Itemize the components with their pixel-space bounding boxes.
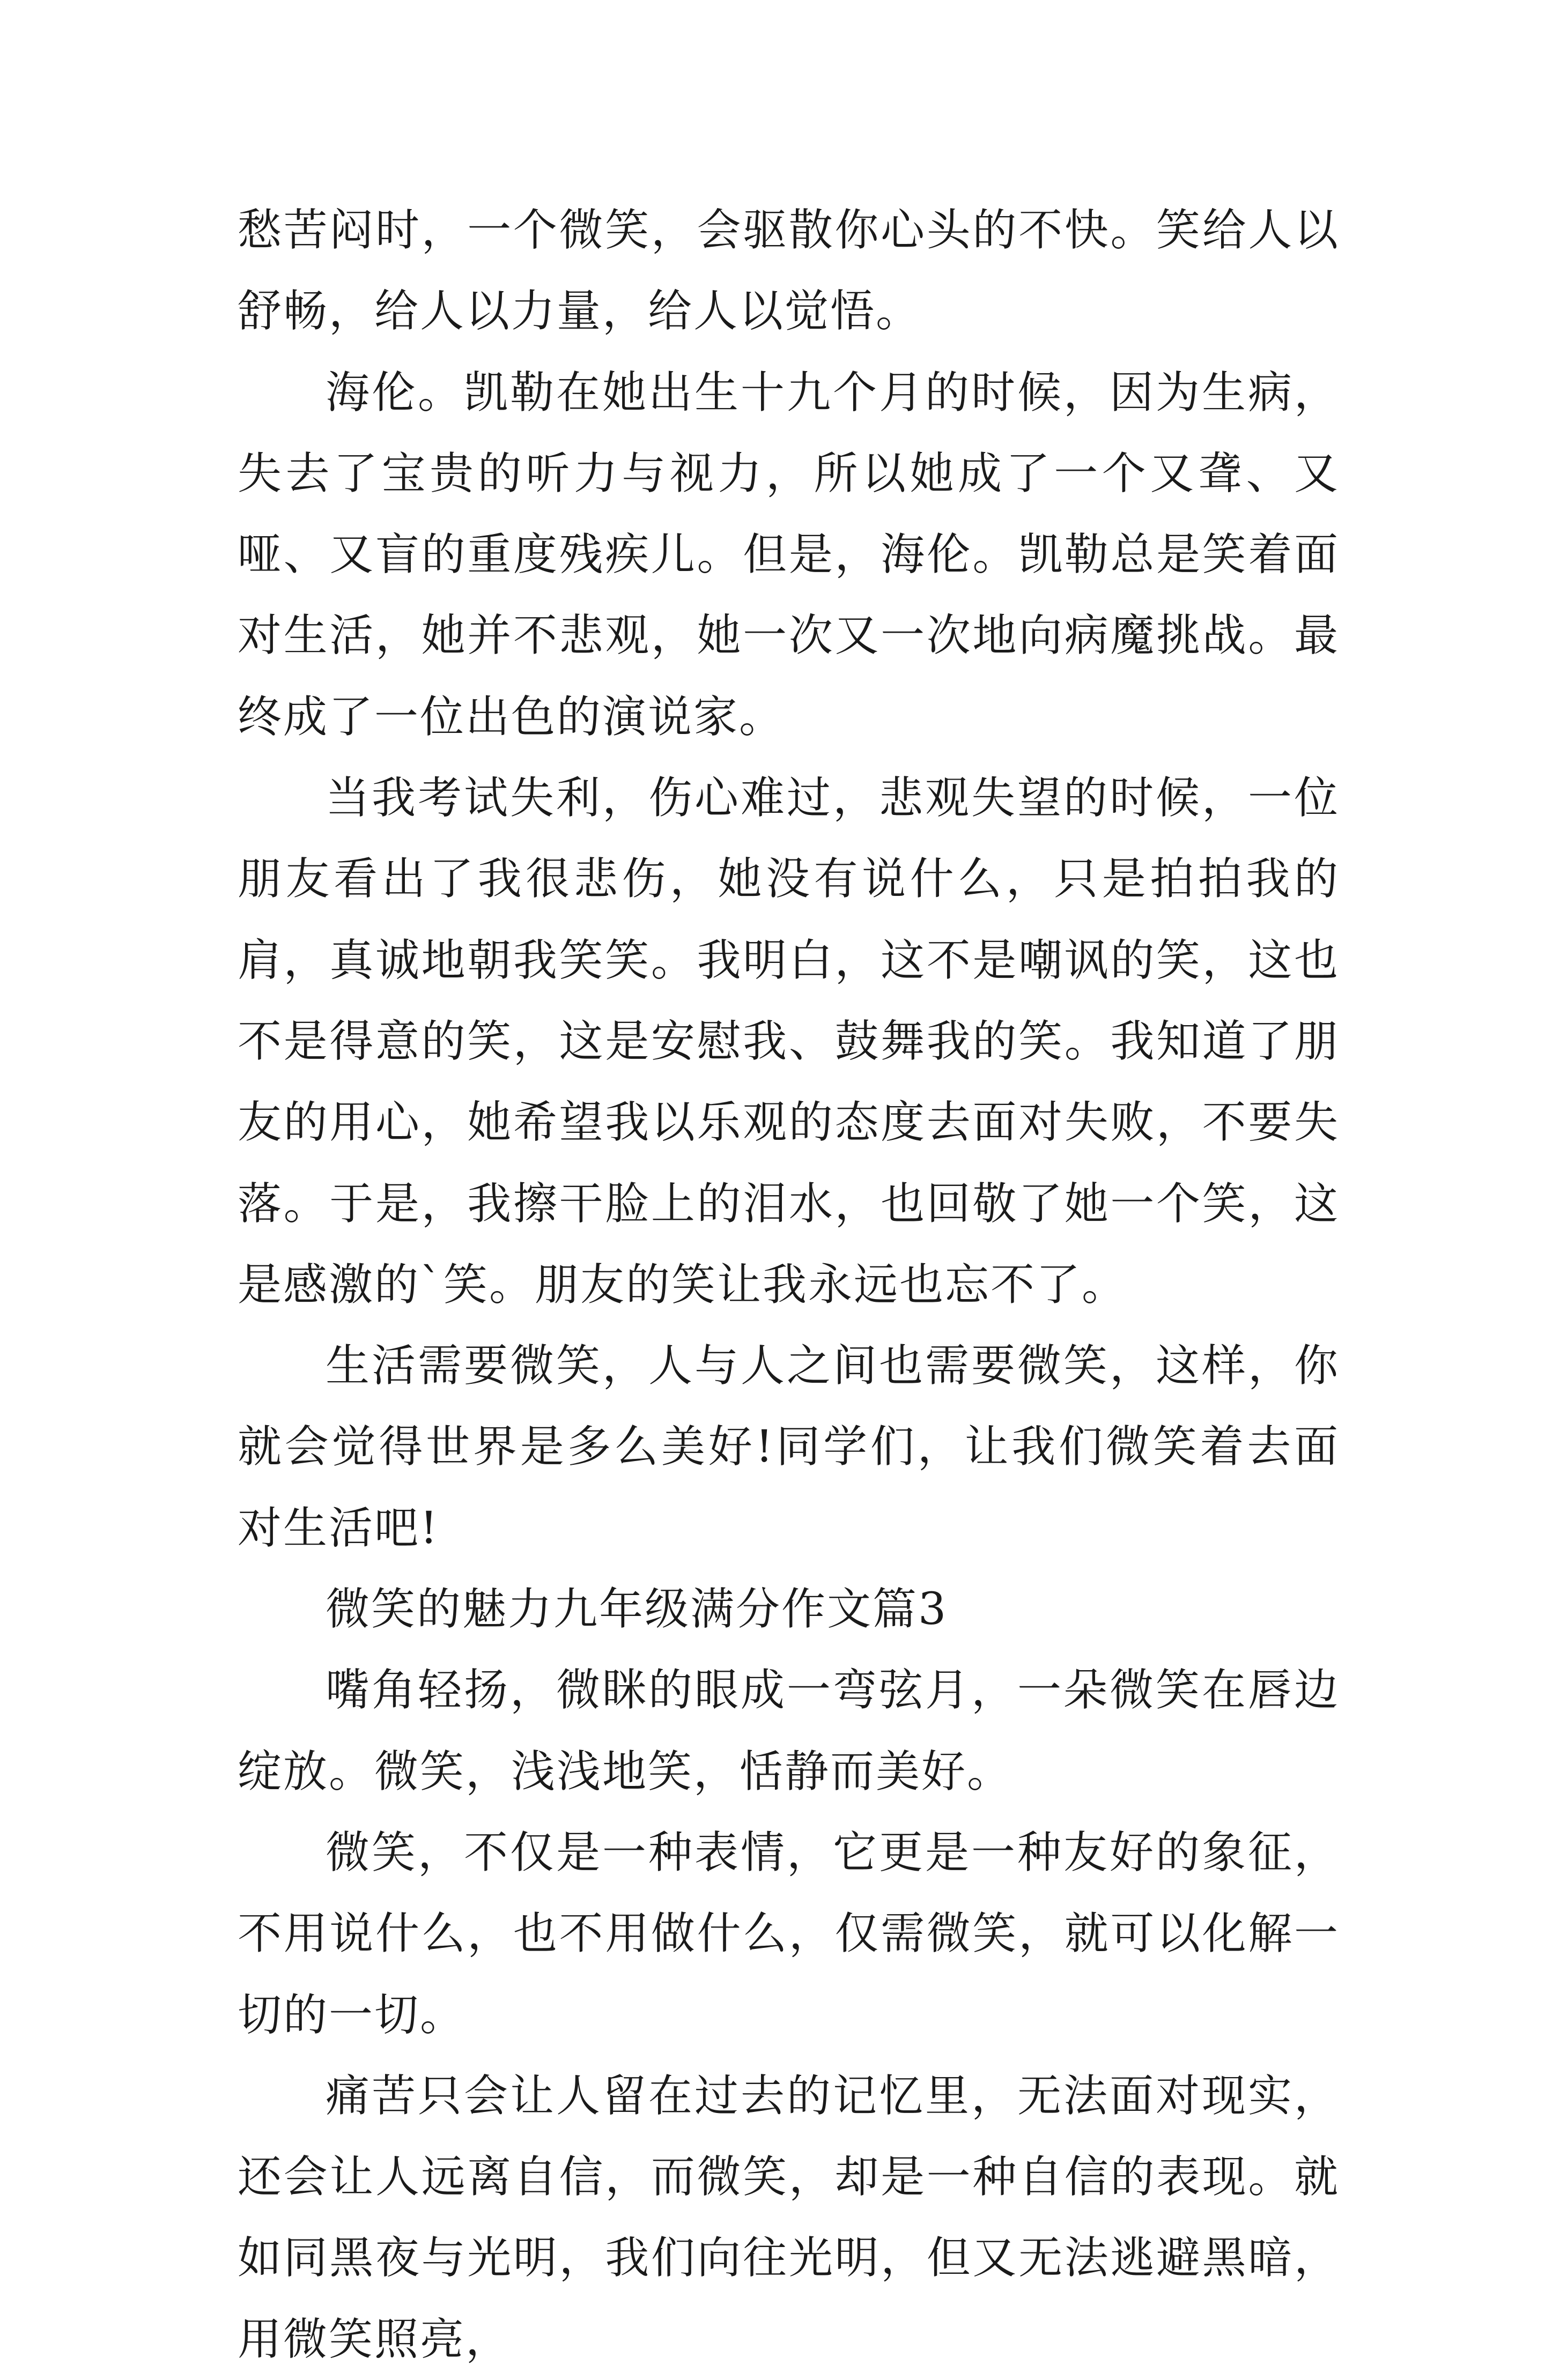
- paragraph-6: 微笑，不仅是一种表情，它更是一种友好的象征，不用说什么，也不用做什么，仅需微笑，就可以化解一切的一切。: [238, 1827, 1340, 2041]
- paragraph-5: 嘴角轻扬，微眯的眼成一弯弦月，一朵微笑在唇边绽放。微笑，浅浅地笑，恬静而美好。: [238, 1665, 1340, 1797]
- paragraph-4: 生活需要微笑，人与人之间也需要微笑，这样，你就会觉得世界是多么美好!同学们，让我们微笑着去面对生活吧!: [238, 1340, 1340, 1554]
- paragraph-3: 当我考试失利，伤心难过，悲观失望的时候，一位朋友看出了我很悲伤，她没有说什么，只是拍拍我的肩，真诚地朝我笑笑。我明白，这不是嘲讽的笑，这也不是得意的笑，这是安慰我、鼓舞我的笑。我知道了朋友的用心，她希望我以乐观的态度去面对失败，不要失落。于是，我擦干脸上的泪水，也回敬了她一个笑，这是感激的`笑。朋友的笑让我永远也忘不了。: [238, 773, 1340, 1310]
- document-body: [238, 190, 1340, 2380]
- paragraph-2: 海伦。凯勒在她出生十九个月的时候，因为生病，失去了宝贵的听力与视力，所以她成了一个又聋、又哑、又盲的重度残疾儿。但是，海伦。凯勒总是笑着面对生活，她并不悲观，她一次又一次地向病魔挑战。最终成了一位出色的演说家。: [238, 367, 1340, 743]
- paragraph-7: 痛苦只会让人留在过去的记忆里，无法面对现实，还会让人远离自信，而微笑，却是一种自信的表现。就如同黑夜与光明，我们向往光明，但又无法逃避黑暗，用微笑照亮，: [238, 2070, 1340, 2365]
- paragraph-1: 愁苦闷时，一个微笑，会驱散你心头的不快。笑给人以舒畅，给人以力量，给人以觉悟。: [238, 205, 1340, 337]
- section-heading: 微笑的魅力九年级满分作文篇3: [326, 1584, 948, 1635]
